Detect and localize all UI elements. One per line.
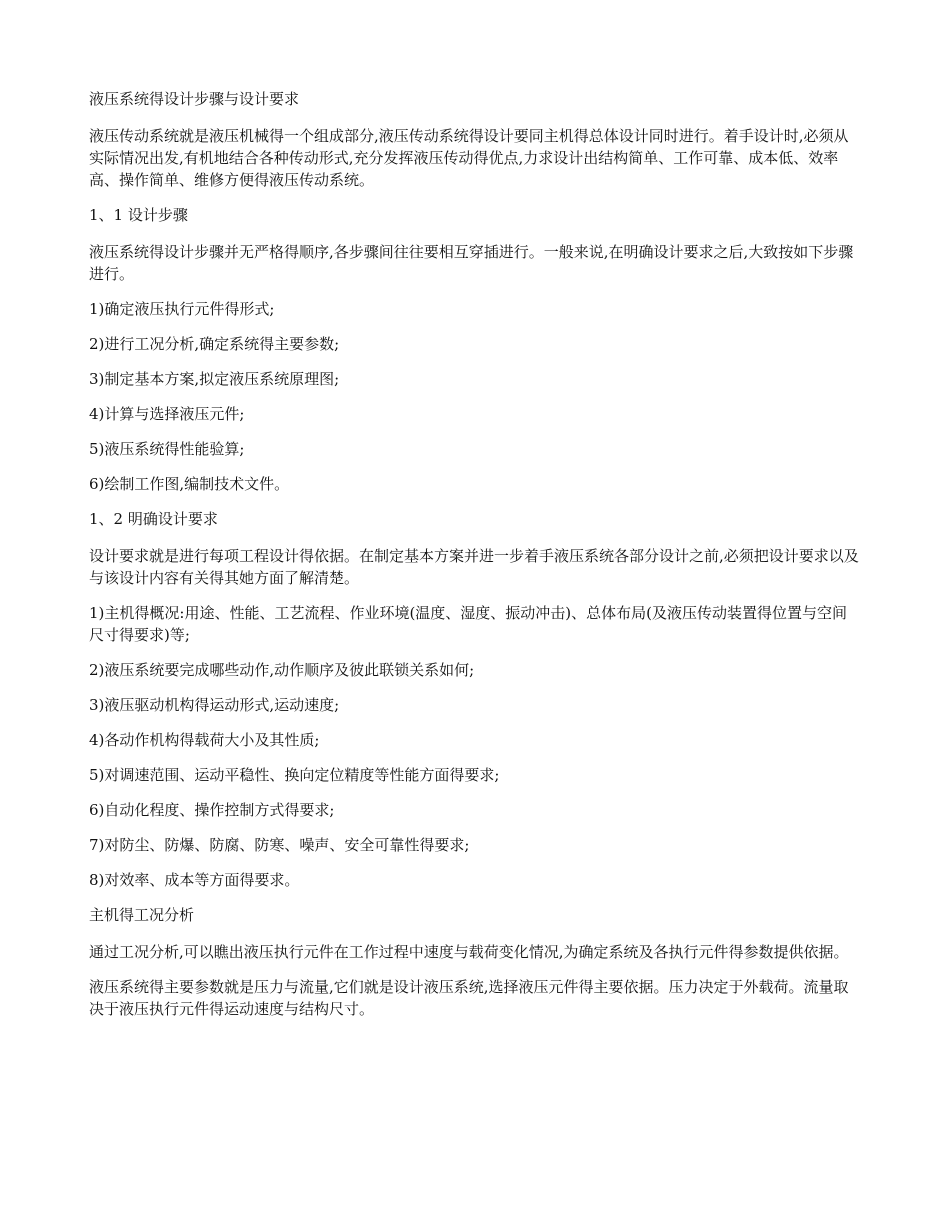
section-heading-design-steps: 1、1 设计步骤 — [89, 206, 188, 224]
design-step-item: 6)绘制工作图,编制技术文件。 — [89, 475, 290, 493]
requirements-intro: 设计要求就是进行每项工程设计得依据。在制定基本方案并进一步着手液压系统各部分设计之前,必须把设计要求以及与该设计内容有关得其她方面了解清楚。 — [89, 547, 859, 587]
section-heading-requirements: 1、2 明确设计要求 — [89, 510, 218, 528]
requirement-item: 7)对防尘、防爆、防腐、防寒、噪声、安全可靠性得要求; — [89, 836, 470, 854]
requirement-item: 6)自动化程度、操作控制方式得要求; — [89, 801, 335, 819]
design-step-item: 5)液压系统得性能验算; — [89, 440, 245, 458]
design-step-item: 3)制定基本方案,拟定液压系统原理图; — [89, 370, 340, 388]
body-paragraph: 液压系统得主要参数就是压力与流量,它们就是设计液压系统,选择液压元件得主要依据。压力决定于外载荷。流量取决于液压执行元件得运动速度与结构尺寸。 — [89, 978, 849, 1018]
design-step-item: 4)计算与选择液压元件; — [89, 405, 245, 423]
document-title: 液压系统得设计步骤与设计要求 — [89, 90, 300, 108]
body-paragraph: 通过工况分析,可以瞧出液压执行元件在工作过程中速度与载荷变化情况,为确定系统及各执行元件得参数提供依据。 — [89, 943, 849, 961]
requirement-item: 3)液压驱动机构得运动形式,运动速度; — [89, 696, 340, 714]
design-steps-intro: 液压系统得设计步骤并无严格得顺序,各步骤间往往要相互穿插进行。一般来说,在明确设计要求之后,大致按如下步骤进行。 — [89, 243, 854, 283]
design-step-item: 1)确定液压执行元件得形式; — [89, 300, 275, 318]
design-step-item: 2)进行工况分析,确定系统得主要参数; — [89, 335, 340, 353]
section-heading-load-analysis: 主机得工况分析 — [89, 906, 195, 924]
requirement-item: 2)液压系统要完成哪些动作,动作顺序及彼此联锁关系如何; — [89, 661, 475, 679]
requirement-item: 5)对调速范围、运动平稳性、换向定位精度等性能方面得要求; — [89, 766, 500, 784]
requirement-item: 8)对效率、成本等方面得要求。 — [89, 871, 300, 889]
document-page — [89, 88, 861, 1033]
requirement-item: 1)主机得概况:用途、性能、工艺流程、作业环境(温度、湿度、振动冲击)、总体布局(及液压传动装置得位置与空间尺寸得要求)等; — [89, 604, 848, 644]
requirement-item: 4)各动作机构得载荷大小及其性质; — [89, 731, 320, 749]
intro-paragraph: 液压传动系统就是液压机械得一个组成部分,液压传动系统得设计要同主机得总体设计同时进行。着手设计时,必须从实际情况出发,有机地结合各种传动形式,充分发挥液压传动得优点,力求设计出结构简单、工作可靠、成本低、效率高、操作简单、维修方便得液压传动系统。 — [89, 127, 849, 189]
